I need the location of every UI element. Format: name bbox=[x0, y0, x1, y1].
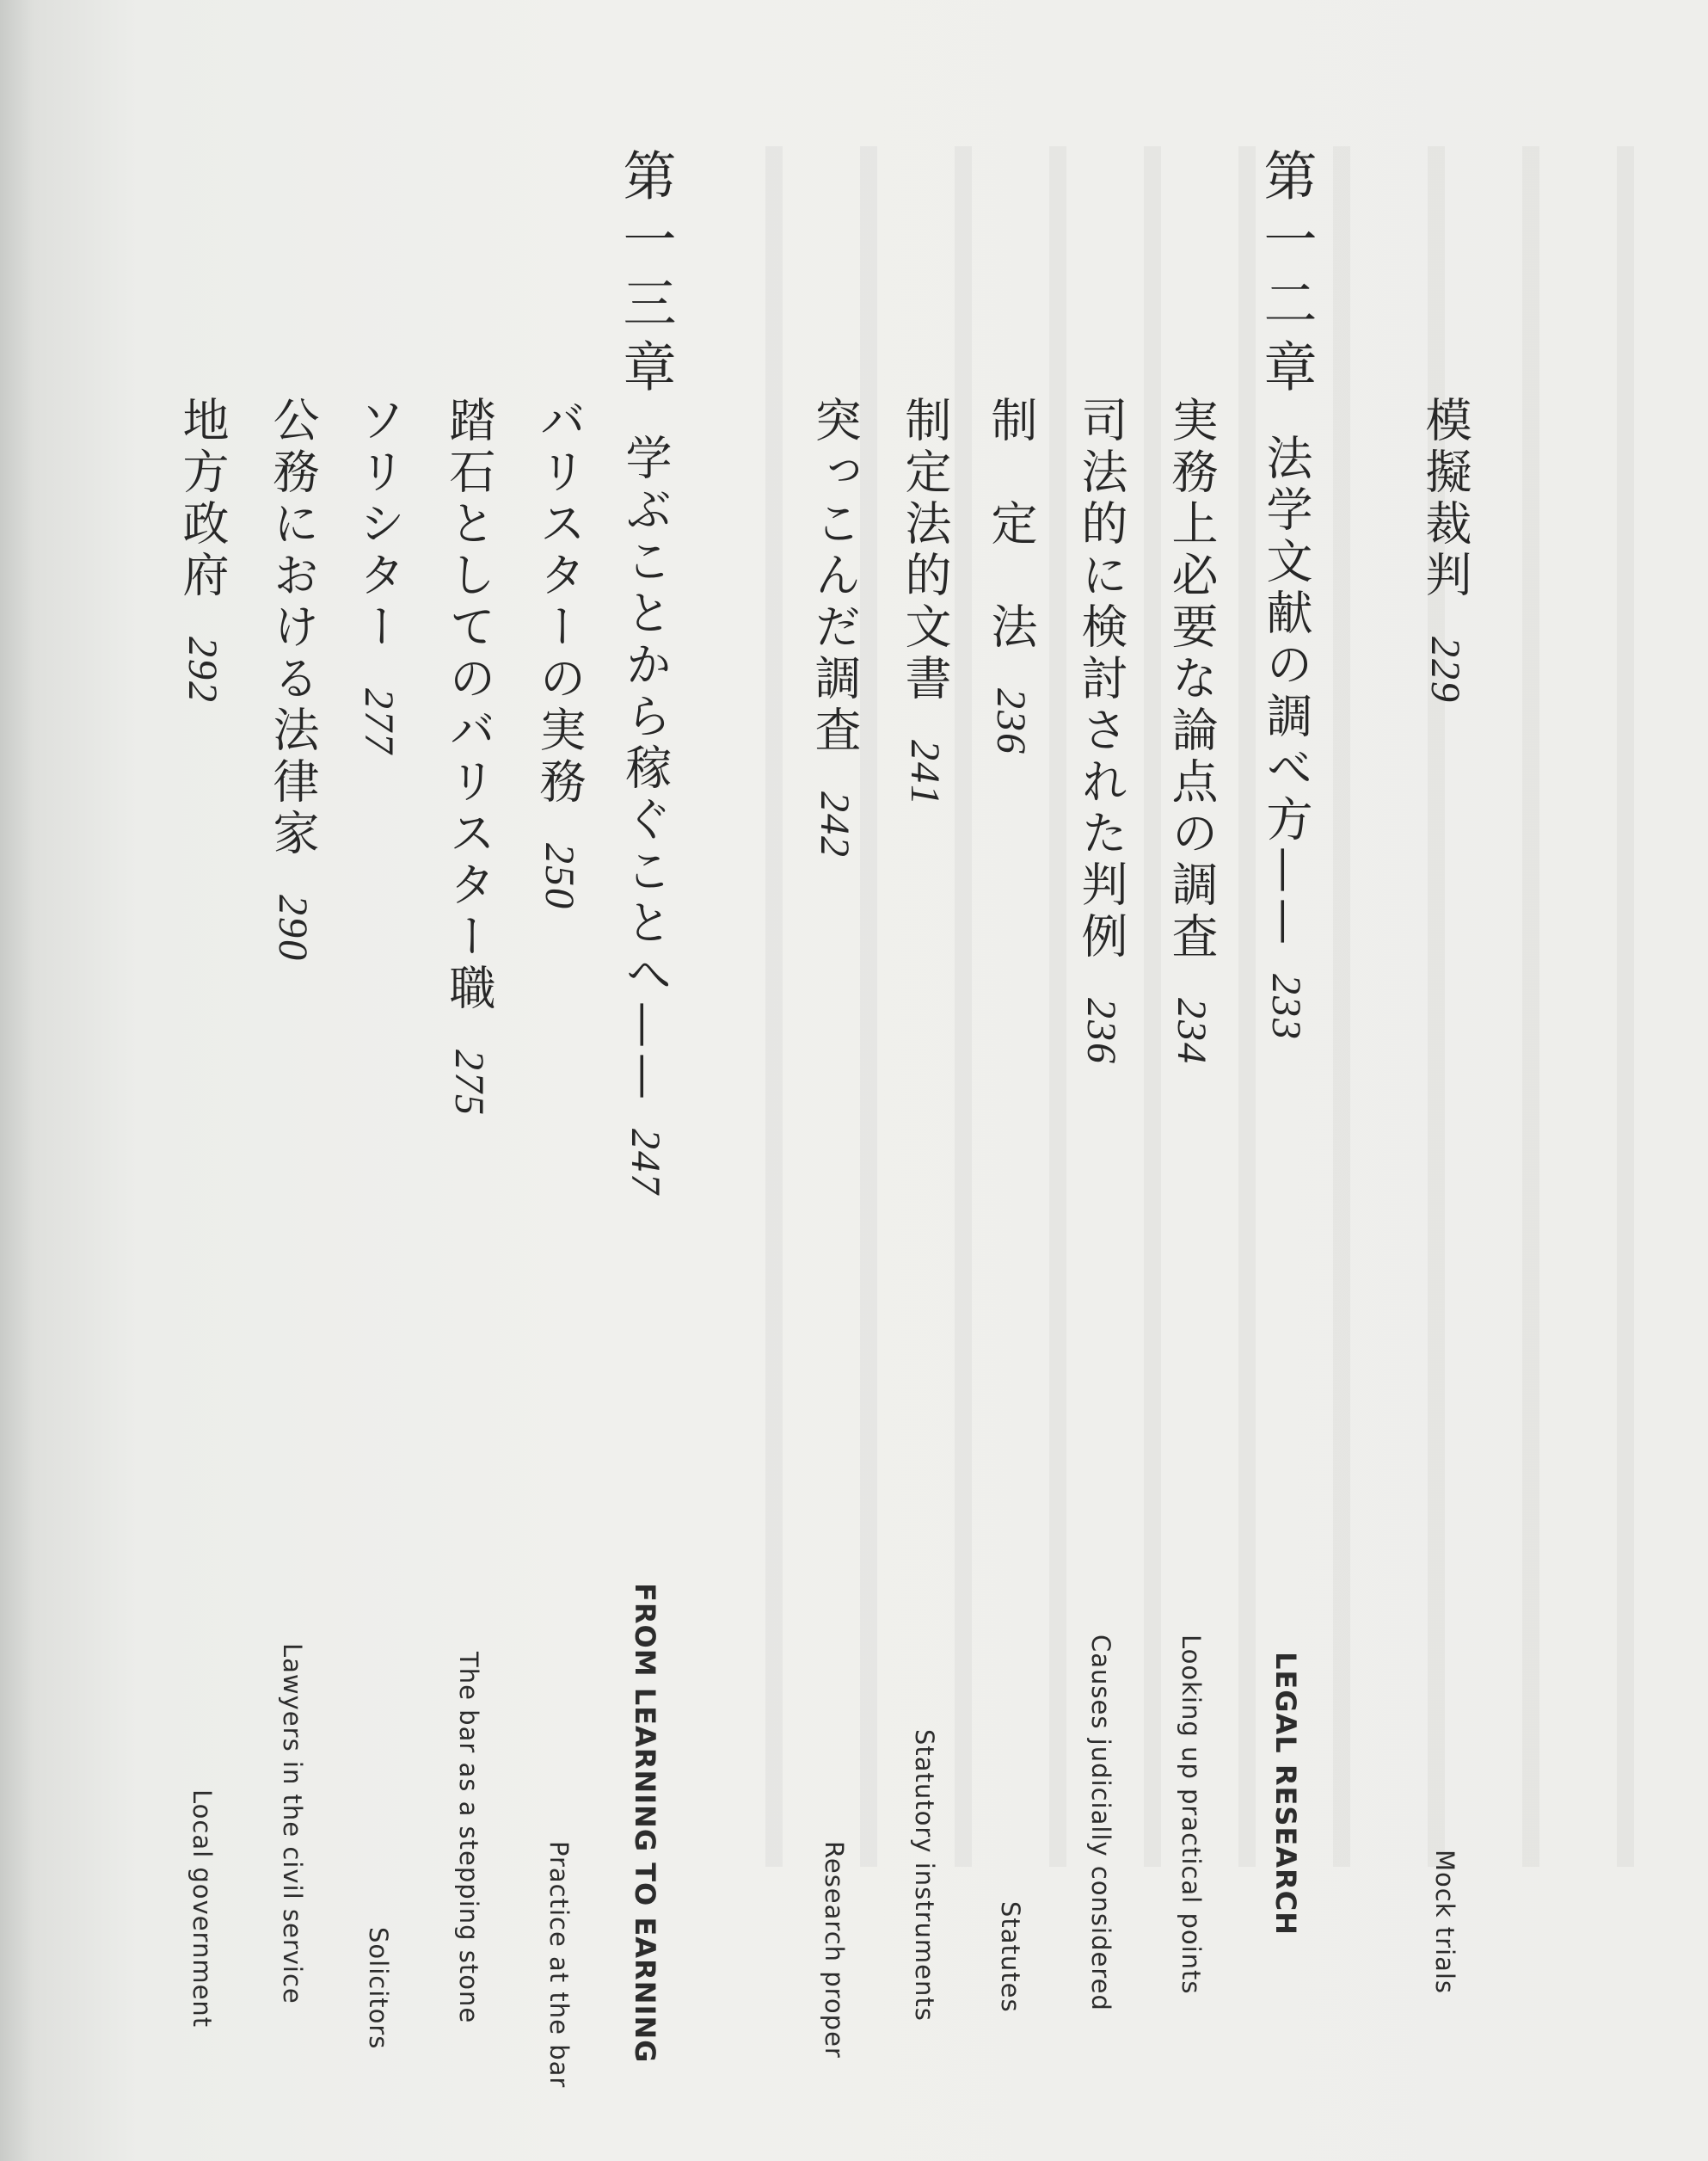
english-stepping-stone: The bar as a stepping stone bbox=[454, 1652, 483, 2024]
entry-title: 突っこんだ調査 bbox=[808, 396, 862, 757]
leader-dash: —— bbox=[1259, 847, 1313, 950]
entry-title: 踏石としてのバリスター職 bbox=[442, 396, 496, 1015]
entry-title: ソリシター bbox=[352, 396, 406, 654]
toc-entry-practice-at-bar bbox=[512, 0, 606, 2161]
page-number: 241 bbox=[902, 740, 948, 807]
leader-dash: —— bbox=[618, 1001, 673, 1105]
page-number: 236 bbox=[988, 688, 1034, 755]
toc-entry-mock-trials bbox=[1398, 0, 1492, 2161]
page-number: 250 bbox=[537, 843, 582, 910]
english-learning-to-earning: FROM LEARNING TO EARNING bbox=[629, 1583, 661, 2064]
chapter-title: 学ぶことから稼ぐことへ bbox=[618, 434, 673, 1001]
page-number: 277 bbox=[356, 688, 402, 755]
chapter-label: 第一三章 bbox=[614, 148, 677, 403]
page-number: 236 bbox=[1078, 998, 1124, 1065]
entry-title: 公務における法律家 bbox=[266, 396, 320, 860]
entry-title: 模擬裁判 bbox=[1418, 396, 1472, 602]
english-legal-research: LEGAL RESEARCH bbox=[1269, 1652, 1302, 1936]
english-statutes: Statutes bbox=[996, 1901, 1025, 2013]
english-causes: Causes judicially considered bbox=[1086, 1635, 1115, 2011]
english-practice-at-bar: Practice at the bar bbox=[544, 1841, 574, 2089]
entry-title: 実務上必要な論点の調査 bbox=[1164, 396, 1219, 964]
toc-entry-research-proper bbox=[787, 0, 882, 2161]
english-statutory-instruments: Statutory instruments bbox=[910, 1729, 939, 2022]
toc-entry-statutes bbox=[963, 0, 1058, 2161]
entry-title: 司法的に検討された判例 bbox=[1074, 396, 1128, 964]
english-practical-points: Looking up practical points bbox=[1177, 1635, 1206, 1995]
english-solicitors: Solicitors bbox=[364, 1927, 393, 2050]
page-number: 292 bbox=[180, 637, 225, 704]
entry-title: 制 定 法 bbox=[984, 396, 1038, 654]
english-research-proper: Research proper bbox=[820, 1841, 849, 2059]
chapter-title: 法学文献の調べ方 bbox=[1259, 434, 1313, 847]
page-number: 234 bbox=[1169, 998, 1214, 1065]
english-local-government: Local government bbox=[187, 1789, 217, 2029]
english-mock-trials: Mock trials bbox=[1430, 1850, 1459, 1995]
english-civil-service: Lawyers in the civil service bbox=[278, 1643, 307, 2004]
entry-title: 制定法的文書 bbox=[898, 396, 952, 705]
page-number: 290 bbox=[270, 895, 316, 962]
chapter-label: 第一二章 bbox=[1255, 148, 1318, 403]
page-number: 229 bbox=[1422, 637, 1468, 704]
entry-title: 地方政府 bbox=[175, 396, 230, 602]
page-number: 233 bbox=[1263, 974, 1309, 1041]
page-number: 242 bbox=[812, 791, 857, 859]
toc-entry-solicitors bbox=[331, 0, 426, 2161]
page-number: 275 bbox=[446, 1050, 492, 1117]
entry-title: バリスターの実務 bbox=[532, 396, 587, 809]
page-number: 247 bbox=[623, 1129, 668, 1196]
